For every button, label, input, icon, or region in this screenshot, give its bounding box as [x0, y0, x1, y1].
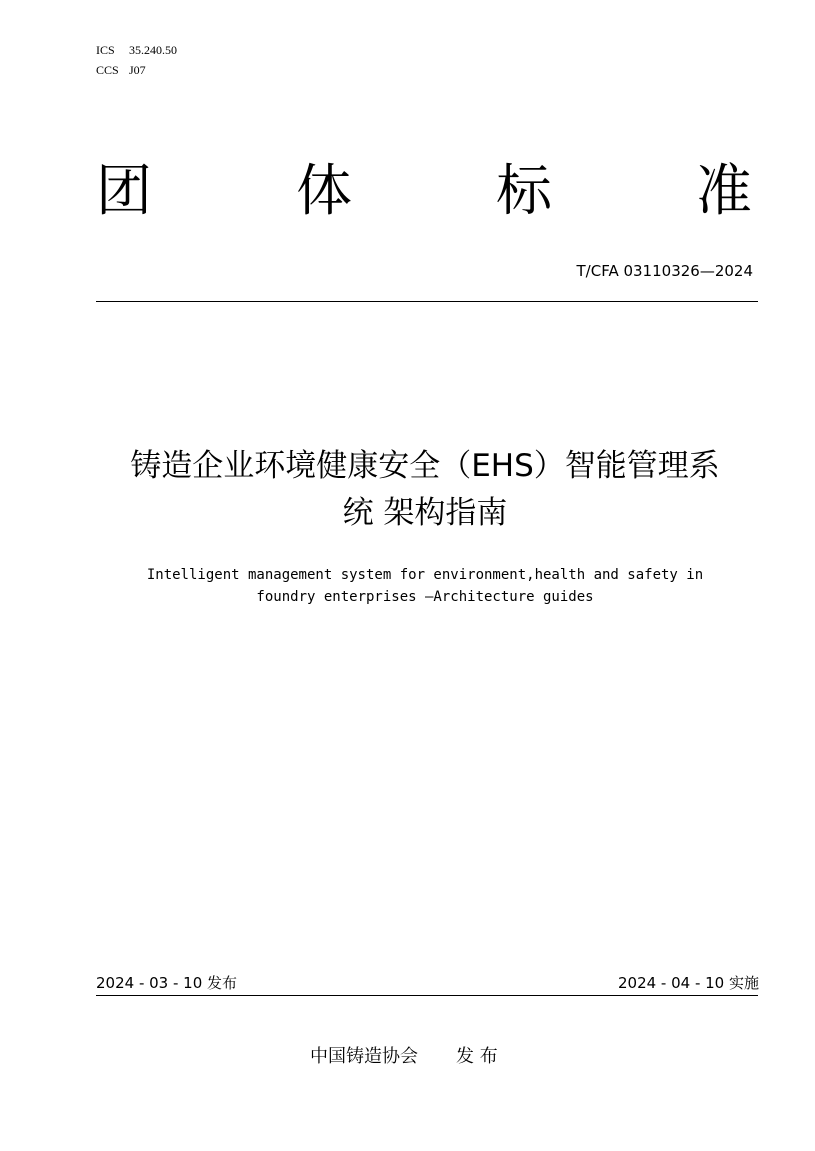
issue-date: 2024 - 03 - 10 发布	[96, 974, 238, 992]
english-title-line: foundry enterprises —Architecture guides	[256, 589, 594, 605]
doc-type-char: 体	[296, 159, 352, 224]
top-divider	[96, 301, 758, 302]
publisher-action: 发 布	[456, 1046, 498, 1067]
ics-label: ICS	[96, 43, 115, 57]
implementation-date: 2024 - 04 - 10 实施	[617, 974, 759, 992]
publisher-org: 中国铸造协会	[310, 1046, 418, 1067]
classification-codes	[96, 40, 177, 80]
doc-type-char: 标	[496, 159, 552, 224]
ccs-code	[96, 60, 177, 80]
ccs-value: J07	[129, 63, 146, 77]
chinese-title-line: 统 架构指南	[342, 495, 508, 531]
standard-number: T/CFA 03110326—2024	[576, 262, 753, 280]
document-type-heading	[96, 158, 752, 226]
doc-type-char: 准	[696, 159, 752, 224]
doc-type-char: 团	[96, 159, 152, 224]
publisher-line	[310, 1042, 498, 1068]
ccs-label: CCS	[96, 63, 119, 77]
ics-code	[96, 40, 177, 60]
english-title	[80, 564, 770, 608]
chinese-title-line: 铸造企业环境健康安全（EHS）智能管理系	[130, 448, 720, 484]
chinese-title	[80, 443, 770, 537]
english-title-line: Intelligent management system for environment,health and safety in	[146, 567, 704, 583]
ics-value: 35.240.50	[129, 43, 177, 57]
bottom-divider	[96, 995, 758, 996]
